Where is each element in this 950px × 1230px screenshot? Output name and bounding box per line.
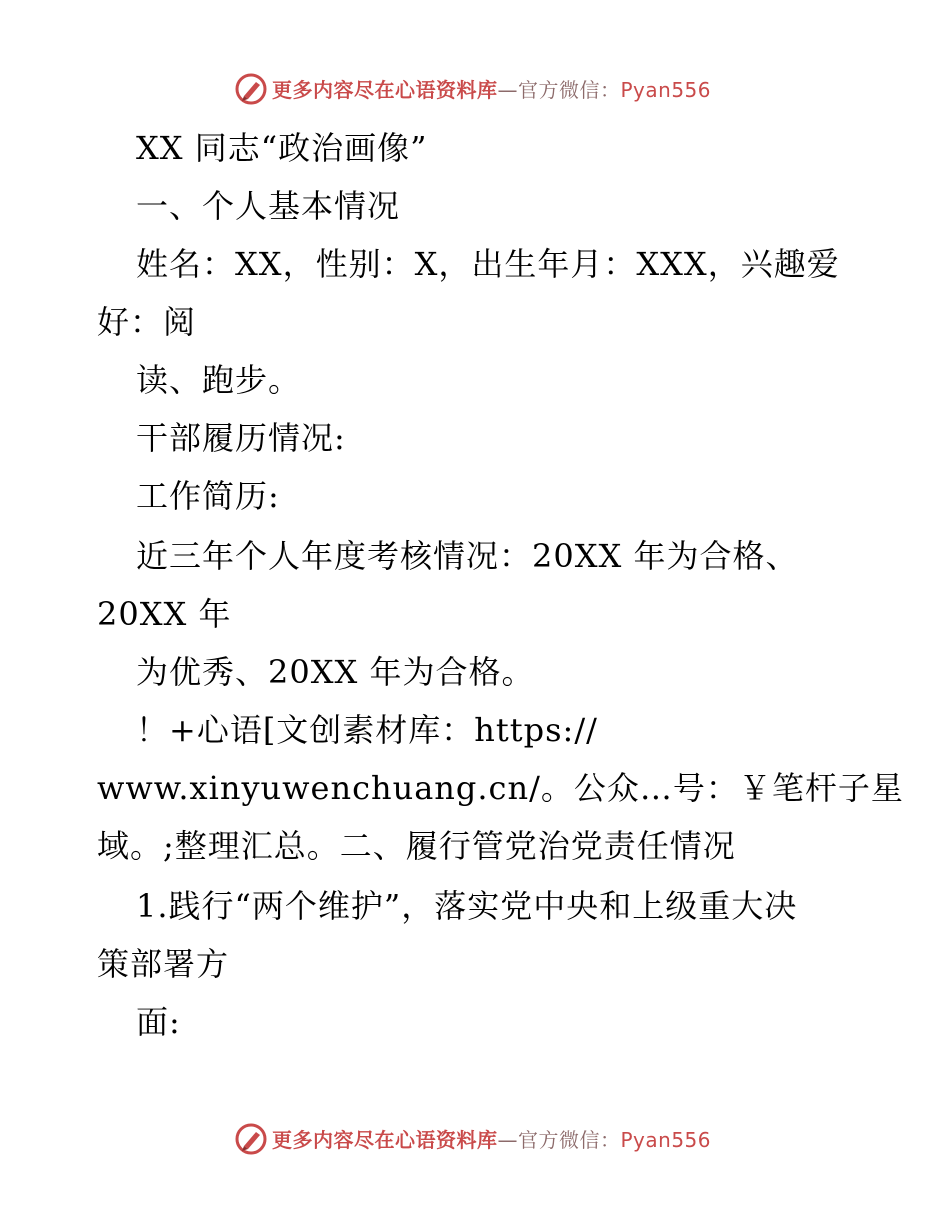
- work-resume: 工作简历:: [136, 477, 280, 515]
- source-line-2: www.xinyuwenchuang.cn/。公众…号：￥笔杆子星: [97, 769, 904, 807]
- watermark-wechat-id: Pyan556: [620, 78, 712, 102]
- section1-heading: 一、个人基本情况: [136, 187, 401, 225]
- watermark-wechat-id: Pyan556: [620, 1128, 712, 1152]
- watermark-official-label: 官方微信：: [518, 1128, 621, 1152]
- resume-heading: 干部履历情况:: [136, 419, 346, 457]
- document-title: XX 同志“政治画像”: [136, 129, 428, 167]
- watermark-brand: 更多内容尽在心语资料库: [272, 78, 498, 102]
- basic-info-line-2: 好：阅: [97, 303, 197, 341]
- watermark-text: [272, 78, 711, 102]
- footer-watermark: [0, 1120, 950, 1160]
- watermark-dash: —: [497, 78, 518, 102]
- assessment-line-1: 近三年个人年度考核情况：20XX 年为合格、: [136, 537, 799, 575]
- watermark-text: [272, 1128, 711, 1152]
- source-line-1: ！+心语[文创素材库：https://: [136, 711, 598, 749]
- item1-line-1: 1.践行“两个维护”，落实党中央和上级重大决: [136, 887, 798, 925]
- watermark-brand: 更多内容尽在心语资料库: [272, 1128, 498, 1152]
- watermark-dash: —: [497, 1128, 518, 1152]
- item1-line-3: 面:: [136, 1003, 181, 1041]
- assessment-line-2: 20XX 年: [97, 595, 232, 633]
- basic-info-line-1: 姓名：XX，性别：X，出生年月：XXX，兴趣爱: [136, 245, 840, 283]
- source-line-3: 域。;整理汇总。二、履行管党治党责任情况: [97, 827, 736, 865]
- pen-logo-icon: [234, 72, 268, 106]
- header-watermark: [0, 70, 950, 110]
- assessment-line-3: 为优秀、20XX 年为合格。: [136, 653, 535, 691]
- watermark-official-label: 官方微信：: [518, 78, 621, 102]
- pen-logo-icon: [234, 1122, 268, 1156]
- item1-line-2: 策部署方: [97, 945, 230, 983]
- basic-info-line-3: 读、跑步。: [136, 361, 302, 399]
